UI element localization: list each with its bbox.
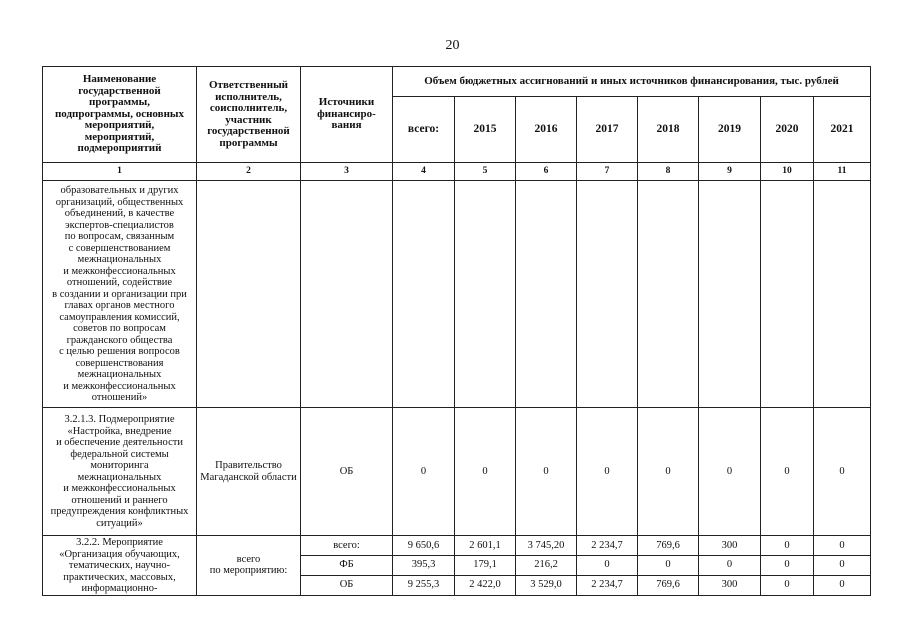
header-year-2021: 2021 <box>814 97 871 163</box>
header-name: Наименование государственной программы, подпрограммы, основных мероприятий, мероприятий, подмероприятий <box>43 67 197 163</box>
col-index: 6 <box>516 163 577 181</box>
value-cell: 0 <box>577 408 638 536</box>
row-322-responsible: всего по мероприятию: <box>197 536 301 596</box>
col-index: 11 <box>814 163 871 181</box>
value-cell: 769,6 <box>638 536 699 556</box>
value-cell: 0 <box>516 408 577 536</box>
header-year-2017: 2017 <box>577 97 638 163</box>
value-cell: 2 601,1 <box>455 536 516 556</box>
header-year-2015: 2015 <box>455 97 516 163</box>
value-cell: 2 234,7 <box>577 536 638 556</box>
row-3213-responsible: Правительство Магаданской области <box>197 408 301 536</box>
col-index: 1 <box>43 163 197 181</box>
header-volume: Объем бюджетных ассигнований и иных источников финансирования, тыс. рублей <box>393 67 871 97</box>
value-cell: 0 <box>577 555 638 575</box>
col-index: 3 <box>301 163 393 181</box>
col-index: 5 <box>455 163 516 181</box>
table-row <box>43 181 871 408</box>
col-index: 10 <box>761 163 814 181</box>
row-322-source: ОБ <box>301 575 393 595</box>
value-cell: 2 422,0 <box>455 575 516 595</box>
column-index-row <box>43 163 871 181</box>
value-cell: 0 <box>699 408 761 536</box>
row-322-name: 3.2.2. Мероприятие «Организация обучающих, тематических, научно- практических, массовых, информационно- <box>43 536 197 596</box>
value-cell: 0 <box>814 536 871 556</box>
value-cell: 2 234,7 <box>577 575 638 595</box>
budget-table <box>42 66 871 596</box>
header-year-2020: 2020 <box>761 97 814 163</box>
table-row <box>43 536 871 556</box>
value-cell: 0 <box>638 555 699 575</box>
row-322-source: всего: <box>301 536 393 556</box>
row-3213-name: 3.2.1.3. Подмероприятие «Настройка, внедрение и обеспечение деятельности федеральной системы мониторинга межнациональных и межконфессиональных отношений и раннего предупреждения конфликтных ситуаций» <box>43 408 197 536</box>
value-cell: 9 650,6 <box>393 536 455 556</box>
header-total: всего: <box>393 97 455 163</box>
header-sources: Источники финансиро- вания <box>301 67 393 163</box>
value-cell: 9 255,3 <box>393 575 455 595</box>
value-cell: 0 <box>761 408 814 536</box>
col-index: 7 <box>577 163 638 181</box>
page-number: 20 <box>445 38 460 53</box>
value-cell: 0 <box>814 575 871 595</box>
value-cell: 0 <box>761 575 814 595</box>
col-index: 2 <box>197 163 301 181</box>
value-cell: 395,3 <box>393 555 455 575</box>
col-index: 8 <box>638 163 699 181</box>
value-cell: 0 <box>814 555 871 575</box>
value-cell: 216,2 <box>516 555 577 575</box>
value-cell: 179,1 <box>455 555 516 575</box>
header-year-2016: 2016 <box>516 97 577 163</box>
row-322-source: ФБ <box>301 555 393 575</box>
value-cell: 300 <box>699 575 761 595</box>
value-cell: 0 <box>814 408 871 536</box>
value-cell: 0 <box>455 408 516 536</box>
row-3213-source: ОБ <box>301 408 393 536</box>
value-cell: 0 <box>699 555 761 575</box>
value-cell: 0 <box>761 536 814 556</box>
table-row <box>43 408 871 536</box>
value-cell: 300 <box>699 536 761 556</box>
row-cont-name: образовательных и других организаций, общественных объединений, в качестве экспертов-специалистов по вопросам, связанным с совершенствованием межнациональных и межконфессиональных отношений, содействие в создании и организации при главах органов местного самоуправления комиссий, советов по вопросам гражданского общества с целью решения вопросов совершенствования межнациональных и межконфессиональных отношений» <box>43 181 197 408</box>
value-cell: 769,6 <box>638 575 699 595</box>
header-year-2018: 2018 <box>638 97 699 163</box>
value-cell: 0 <box>761 555 814 575</box>
value-cell: 3 529,0 <box>516 575 577 595</box>
col-index: 9 <box>699 163 761 181</box>
col-index: 4 <box>393 163 455 181</box>
value-cell: 0 <box>638 408 699 536</box>
value-cell: 0 <box>393 408 455 536</box>
header-year-2019: 2019 <box>699 97 761 163</box>
header-responsible: Ответственный исполнитель, соисполнитель, участник государственной программы <box>197 67 301 163</box>
value-cell: 3 745,20 <box>516 536 577 556</box>
